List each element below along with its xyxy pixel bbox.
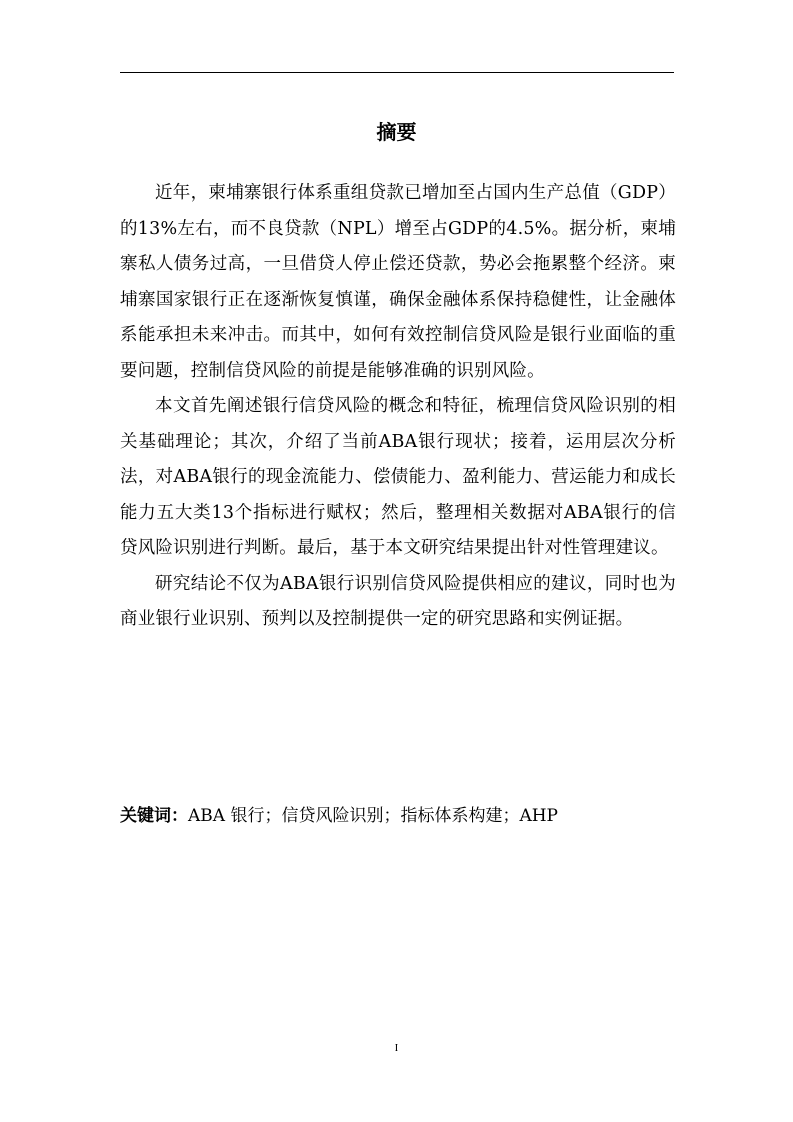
keywords-text: ABA 银行；信贷风险识别；指标体系构建；AHP: [188, 806, 558, 826]
abstract-body: [120, 176, 676, 638]
header-rule: [120, 72, 674, 73]
abstract-paragraph-1: 近年，柬埔寨银行体系重组贷款已增加至占国内生产总值（GDP）的13%左右，而不良贷款（NPL）增至占GDP的4.5%。据分析，柬埔寨私人债务过高，一旦借贷人停止偿还贷款，势必会拖累整个经济。柬埔寨国家银行正在逐渐恢复慎谨，确保金融体系保持稳健性，让金融体系能承担未来冲击。而其中，如何有效控制信贷风险是银行业面临的重要问题，控制信贷风险的前提是能够准确的识别风险。: [120, 183, 676, 381]
abstract-paragraph-3: 研究结论不仅为ABA银行识别信贷风险提供相应的建议，同时也为商业银行业识别、预判以及控制提供一定的研究思路和实例证据。: [120, 573, 676, 629]
page-number: I: [394, 1042, 399, 1054]
keywords-label: 关键词：: [120, 806, 188, 826]
page-title: 摘要: [376, 120, 417, 144]
keywords-line: [120, 802, 676, 830]
abstract-paragraph-2: 本文首先阐述银行信贷风险的概念和特征，梳理信贷风险识别的相关基础理论；其次，介绍了当前ABA银行现状；接着，运用层次分析法，对ABA银行的现金流能力、偿债能力、盈利能力、营运能力和成长能力五大类13个指标进行赋权；然后，整理相关数据对ABA银行的信贷风险识别进行判断。最后，基于本文研究结果提出针对性管理建议。: [120, 396, 676, 558]
